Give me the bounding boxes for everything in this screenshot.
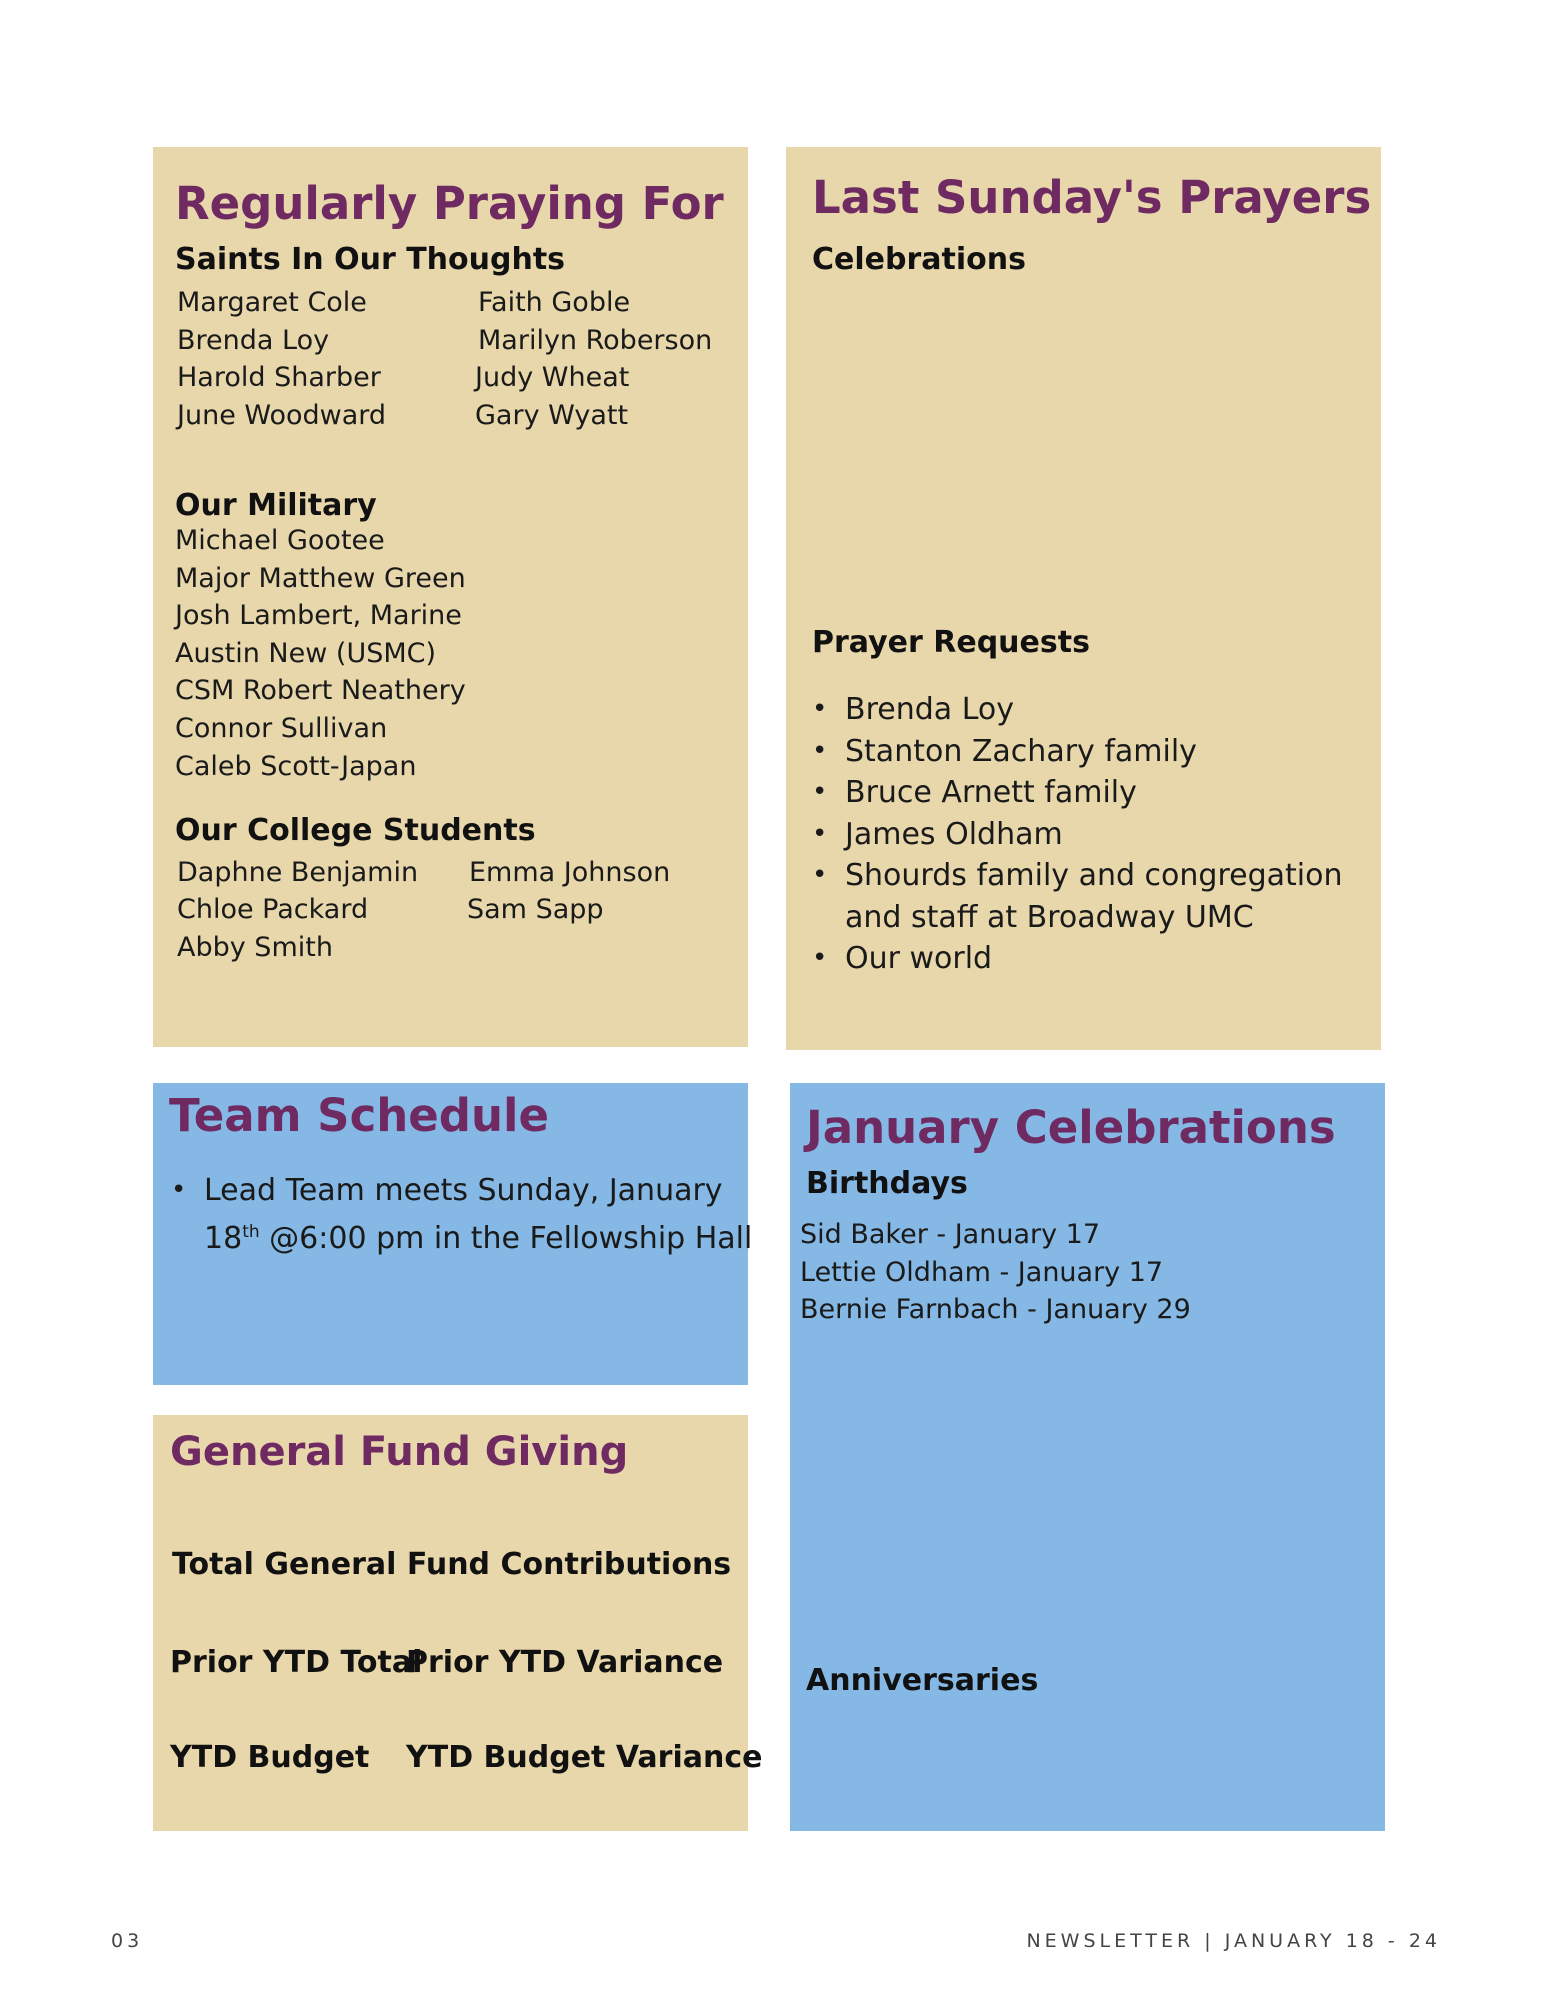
celebrations-heading: Celebrations bbox=[812, 242, 1026, 277]
saint-name: Margaret Cole bbox=[177, 287, 367, 318]
saint-name: Faith Goble bbox=[478, 287, 631, 318]
saint-name: Harold Sharber bbox=[177, 362, 381, 393]
birthday-entry: Lettie Oldham - January 17 bbox=[800, 1257, 1164, 1288]
team-schedule-list bbox=[171, 1170, 752, 1259]
saint-name: Brenda Loy bbox=[177, 325, 330, 356]
general-fund-title: General Fund Giving bbox=[170, 1429, 629, 1475]
student-name: Emma Johnson bbox=[469, 857, 671, 888]
meeting-line-2: @6:00 pm in the Fellowship Hall bbox=[259, 1220, 753, 1256]
list-item: • Our world bbox=[812, 938, 1342, 980]
meeting-date-day: 18 bbox=[204, 1220, 243, 1256]
list-item: • Shourds family and congregation bbox=[812, 855, 1342, 897]
saints-heading: Saints In Our Thoughts bbox=[175, 242, 566, 277]
january-celebrations-panel bbox=[790, 1083, 1385, 1831]
last-sunday-panel bbox=[786, 147, 1381, 1050]
ytd-budget-variance-label: YTD Budget Variance bbox=[406, 1740, 763, 1775]
military-name: Caleb Scott-Japan bbox=[175, 751, 417, 782]
january-celebrations-title: January Celebrations bbox=[806, 1101, 1336, 1154]
list-item bbox=[171, 1170, 752, 1259]
military-name: Connor Sullivan bbox=[175, 713, 388, 744]
list-item: • Brenda Loy bbox=[812, 689, 1342, 731]
total-contributions-label: Total General Fund Contributions bbox=[172, 1547, 732, 1582]
prayer-requests-heading: Prayer Requests bbox=[812, 625, 1090, 660]
page-number: 03 bbox=[111, 1930, 144, 1952]
saint-name: Gary Wyatt bbox=[475, 400, 629, 431]
prayer-requests-list bbox=[812, 689, 1342, 980]
saint-name: June Woodward bbox=[177, 400, 387, 431]
military-name: Austin New (USMC) bbox=[175, 638, 437, 669]
student-name: Chloe Packard bbox=[177, 894, 369, 925]
birthday-entry: Sid Baker - January 17 bbox=[800, 1219, 1101, 1250]
general-fund-panel bbox=[153, 1415, 763, 1831]
saint-name: Judy Wheat bbox=[475, 362, 630, 393]
list-item: and staff at Broadway UMC bbox=[845, 899, 1254, 935]
anniversaries-heading: Anniversaries bbox=[806, 1663, 1039, 1698]
last-sunday-title: Last Sunday's Prayers bbox=[812, 171, 1372, 224]
military-name: Michael Gootee bbox=[175, 525, 385, 556]
team-schedule-title: Team Schedule bbox=[169, 1089, 549, 1142]
meeting-date-suffix: th bbox=[242, 1221, 260, 1242]
birthdays-heading: Birthdays bbox=[806, 1166, 968, 1201]
footer-label: NEWSLETTER | JANUARY 18 - 24 bbox=[1026, 1930, 1441, 1952]
military-name: Josh Lambert, Marine bbox=[175, 600, 462, 631]
military-name: Major Matthew Green bbox=[175, 563, 466, 594]
meeting-line-1: Lead Team meets Sunday, January bbox=[204, 1173, 723, 1208]
saint-name: Marilyn Roberson bbox=[478, 325, 713, 356]
ytd-budget-label: YTD Budget bbox=[170, 1740, 370, 1775]
student-name: Abby Smith bbox=[177, 932, 333, 963]
military-name: CSM Robert Neathery bbox=[175, 675, 466, 706]
student-name: Daphne Benjamin bbox=[177, 857, 419, 888]
praying-title: Regularly Praying For bbox=[175, 177, 724, 230]
student-name: Sam Sapp bbox=[467, 894, 604, 925]
prior-ytd-variance-label: Prior YTD Variance bbox=[406, 1645, 724, 1680]
list-item: • James Oldham bbox=[812, 814, 1342, 856]
prior-ytd-total-label: Prior YTD Total bbox=[170, 1645, 423, 1680]
military-heading: Our Military bbox=[175, 488, 377, 523]
college-heading: Our College Students bbox=[175, 813, 536, 848]
list-item: • Stanton Zachary family bbox=[812, 731, 1342, 773]
list-item: • Bruce Arnett family bbox=[812, 772, 1342, 814]
birthday-entry: Bernie Farnbach - January 29 bbox=[800, 1294, 1191, 1325]
team-schedule-panel bbox=[153, 1083, 753, 1385]
praying-panel bbox=[153, 147, 748, 1047]
